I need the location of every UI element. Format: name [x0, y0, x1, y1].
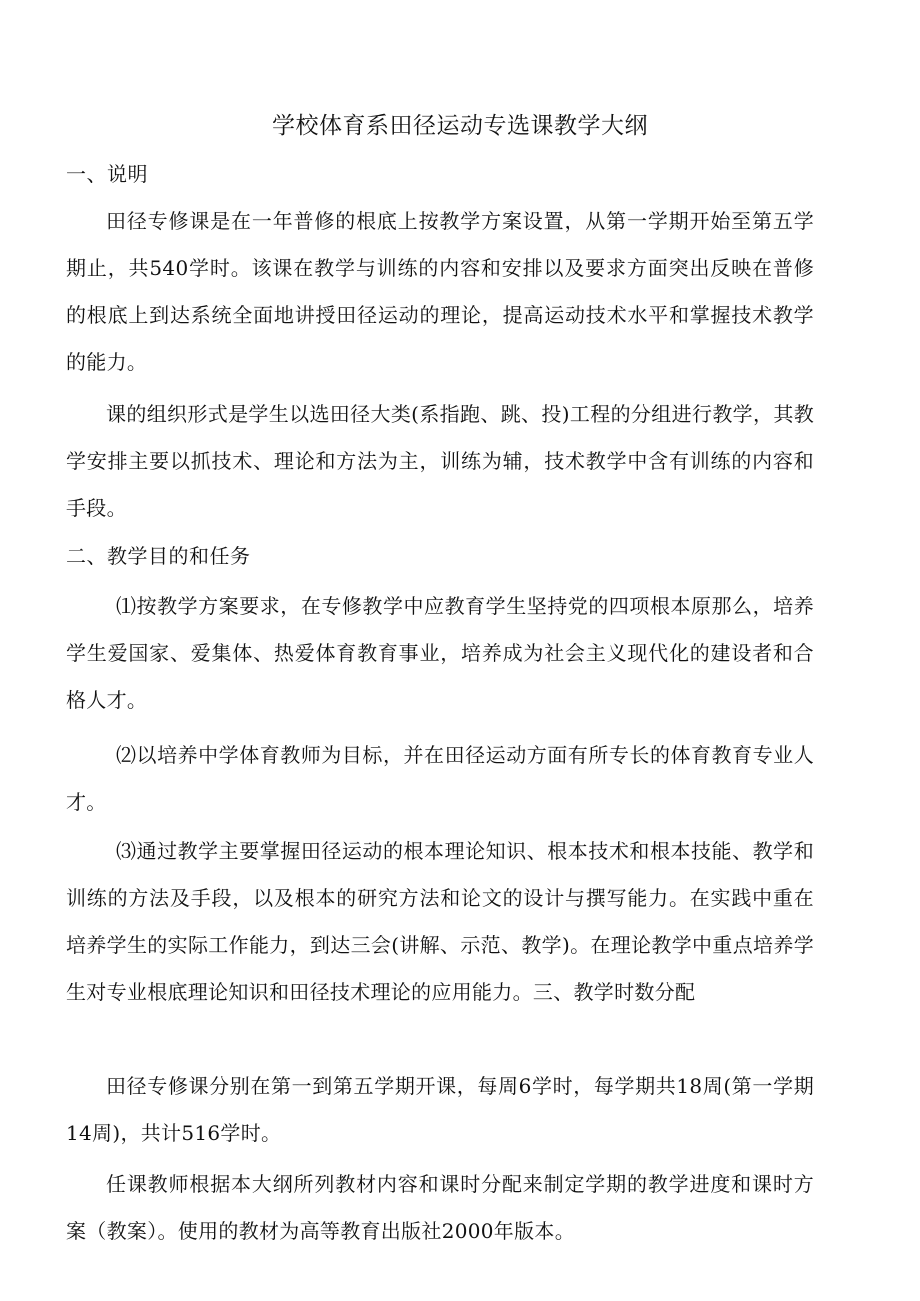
paragraph-course-overview: 田径专修课是在一年普修的根底上按教学方案设置，从第一学期开始至第五学期止，共540学时。该课在教学与训练的内容和安排以及要求方面突出反映在普修的根底上到达系统全面地讲授田径运动的理论，提高运动技术水平和掌握技术教学的能力。	[66, 209, 814, 374]
paragraph-organization: 课的组织形式是学生以选田径大类(系指跑、跳、投)工程的分组进行教学，其教学安排主要以抓技术、理论和方法为主，训练为辅，技术教学中含有训练的内容和手段。	[66, 402, 814, 520]
list-item-goal-2: ⑵以培养中学体育教师为目标，并在田径运动方面有所专长的体育教育专业人才。	[66, 743, 814, 814]
section-heading-explanation: 一、说明	[66, 162, 148, 186]
paragraph-hours: 田径专修课分别在第一到第五学期开课，每周6学时，每学期共18周(第一学期14周)，共计516学时。	[66, 1074, 814, 1145]
list-item-goal-1: ⑴按教学方案要求，在专修教学中应教育学生坚持党的四项根本原那么，培养学生爱国家、爱集体、热爱体育教育事业，培养成为社会主义现代化的建设者和合格人才。	[66, 594, 814, 712]
section-heading-goals: 二、教学目的和任务	[66, 544, 251, 568]
document-title: 学校体育系田径运动专选课教学大纲	[272, 113, 648, 139]
list-item-goal-3: ⑶通过教学主要掌握田径运动的根本理论知识、根本技术和根本技能、教学和训练的方法及手段，以及根本的研究方法和论文的设计与撰写能力。在实践中重在培养学生的实际工作能力，到达三会(讲解、示范、教学)。在理论教学中重点培养学生对专业根底理论知识和田径技术理论的应用能力。三、教学时数分配	[66, 839, 814, 1004]
paragraph-teaching-materials: 任课教师根据本大纲所列教材内容和课时分配来制定学期的教学进度和课时方案（教案）。使用的教材为高等教育出版社2000年版本。	[66, 1172, 814, 1243]
